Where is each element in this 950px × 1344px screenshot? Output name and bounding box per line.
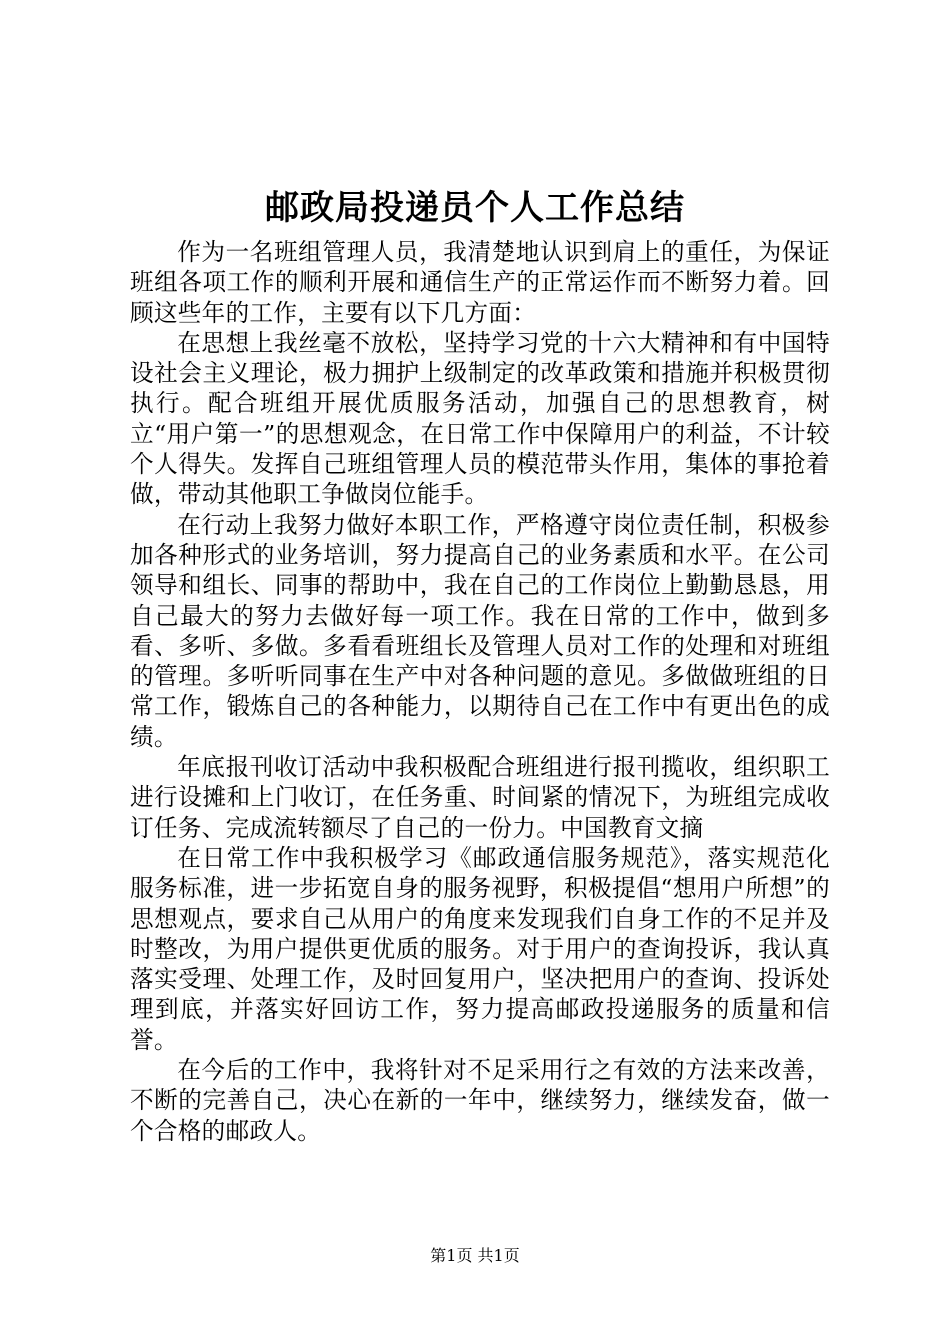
paragraph-subscription: 年底报刊收订活动中我积极配合班组进行报刊揽收，组织职工进行设摊和上门收订，在任务重、时间紧的情况下，为班组完成收订任务、完成流转额尽了自己的一份力。中国教育文摘 (130, 753, 830, 842)
paragraph-intro: 作为一名班组管理人员，我清楚地认识到肩上的重任，为保证班组各项工作的顺利开展和通信生产的正常运作而不断努力着。回顾这些年的工作，主要有以下几方面： (130, 238, 830, 327)
paragraph-future: 在今后的工作中，我将针对不足采用行之有效的方法来改善，不断的完善自己，决心在新的一年中，继续努力，继续发奋，做一个合格的邮政人。 (130, 1056, 830, 1145)
paragraph-action: 在行动上我努力做好本职工作，严格遵守岗位责任制，积极参加各种形式的业务培训，努力提高自己的业务素质和水平。在公司领导和组长、同事的帮助中，我在自己的工作岗位上勤勤恳恳，用自己最大的努力去做好每一项工作。我在日常的工作中，做到多看、多听、多做。多看看班组长及管理人员对工作的处理和对班组的管理。多听听同事在生产中对各种问题的意见。多做做班组的日常工作，锻炼自己的各种能力，以期待自己在工作中有更出色的成绩。 (130, 510, 830, 751)
paragraph-service: 在日常工作中我积极学习《邮政通信服务规范》，落实规范化服务标准，进一步拓宽自身的服务视野，积极提倡“想用户所想”的思想观点，要求自己从用户的角度来发现我们自身工作的不足并及时整改，为用户提供更优质的服务。对于用户的查询投诉，我认真落实受理、处理工作，及时回复用户，坚决把用户的查询、投诉处理到底，并落实好回访工作，努力提高邮政投递服务的质量和信誉。 (130, 843, 830, 1054)
page-number-footer: 第1页 共1页 (430, 1246, 520, 1265)
document-body (130, 237, 830, 1146)
document-title: 邮政局投递员个人工作总结 (265, 188, 685, 228)
paragraph-thought: 在思想上我丝毫不放松，坚持学习党的十六大精神和有中国特设社会主义理论，极力拥护上级制定的改革政策和措施并积极贯彻执行。配合班组开展优质服务活动，加强自己的思想教育，树立“用户第一”的思想观念，在日常工作中保障用户的利益，不计较个人得失。发挥自己班组管理人员的模范带头作用，集体的事抢着做，带动其他职工争做岗位能手。 (130, 328, 830, 509)
